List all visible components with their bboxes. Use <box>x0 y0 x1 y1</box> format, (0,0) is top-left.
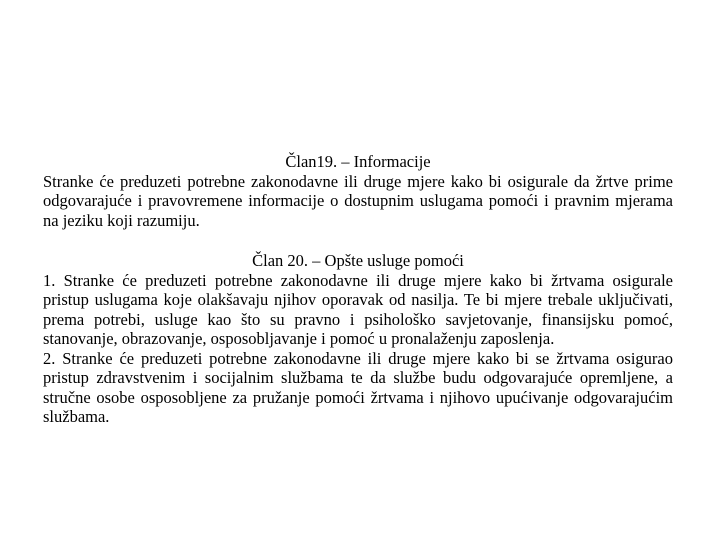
article-20-paragraph-1: 1. Stranke će preduzeti potrebne zakonodavne ili druge mjere kako bi žrtvama osigurale pristup uslugama koje olakšavaju njihov oporavak od nasilja. Te bi mjere trebale uključivati, prema potrebi, usluge kao što su pravno i psihološko savjetovanje, finansijsku pomoć, stanovanje, obrazovanje, osposobljavanje i pomoć u pronalaženju zaposlenja. <box>43 270 673 348</box>
section-spacer <box>43 230 673 251</box>
article-19-text: Stranke će preduzeti potrebne zakonodavne ili druge mjere kako bi osigurale da žrtve prime odgovarajuće i pravovremene informacije o dostupnim uslugama pomoći i pravnim mjerama na jeziku koji razumiju. <box>43 171 673 230</box>
article-20-title: Član 20. – Opšte usluge pomoći <box>252 251 464 270</box>
article-20-paragraph-2: 2. Stranke će preduzeti potrebne zakonodavne ili druge mjere kako bi se žrtvama osigurao pristup zdravstvenim i socijalnim službama te da službe budu odgovarajuće opremljene, a stručne osobe osposobljene za pružanje pomoći žrtvama i njihovo upućivanje odgovarajućim službama. <box>43 348 673 426</box>
article-19-title: Član19. – Informacije <box>285 152 431 171</box>
document-body <box>43 152 673 427</box>
